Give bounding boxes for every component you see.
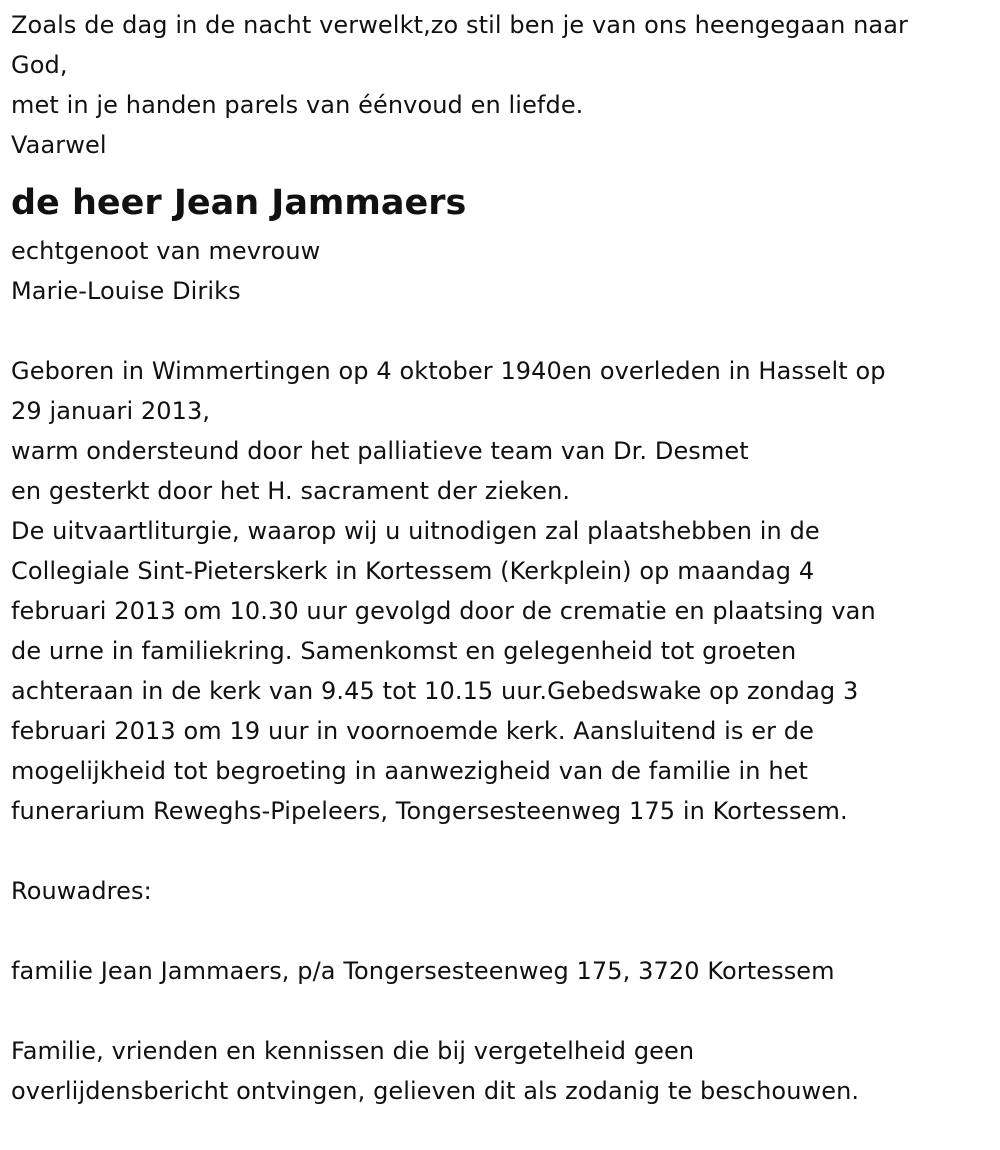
announcement-paragraph	[11, 351, 991, 831]
deceased-name: de heer Jean Jammaers	[11, 183, 467, 223]
poem-line-4: Vaarwel	[11, 131, 107, 159]
announcement-line: warm ondersteund door het palliatieve team van Dr. Desmet	[11, 437, 749, 465]
announcement-line: achteraan in de kerk van 9.45 tot 10.15 uur.Gebedswake op zondag 3	[11, 677, 859, 705]
announcement-line: De uitvaartliturgie, waarop wij u uitnodigen zal plaatshebben in de	[11, 517, 820, 545]
announcement-line: de urne in familiekring. Samenkomst en gelegenheid tot groeten	[11, 637, 797, 665]
announcement-line: 29 januari 2013,	[11, 397, 211, 425]
announcement-line: februari 2013 om 19 uur in voornoemde kerk. Aansluitend is er de	[11, 717, 815, 745]
poem-line-2: God,	[11, 51, 68, 79]
announcement-line: en gesterkt door het H. sacrament der zieken.	[11, 477, 571, 505]
address-value: familie Jean Jammaers, p/a Tongersesteenweg 175, 3720 Kortessem	[11, 957, 835, 985]
closing-note	[11, 1031, 991, 1111]
closing-line-2: overlijdensbericht ontvingen, gelieven dit als zodanig te beschouwen.	[11, 1077, 860, 1105]
closing-line-1: Familie, vrienden en kennissen die bij vergetelheid geen	[11, 1037, 695, 1065]
address-label: Rouwadres:	[11, 877, 152, 905]
spouse-line-2: Marie-Louise Diriks	[11, 277, 241, 305]
spacer	[11, 911, 991, 951]
spouse-line-1: echtgenoot van mevrouw	[11, 237, 321, 265]
spacer	[11, 831, 991, 871]
poem-line-3: met in je handen parels van éénvoud en liefde.	[11, 91, 584, 119]
announcement-line: Collegiale Sint-Pieterskerk in Kortessem (Kerkplein) op maandag 4	[11, 557, 815, 585]
spacer	[11, 311, 991, 351]
obituary-document	[11, 5, 991, 1111]
announcement-line: Geboren in Wimmertingen op 4 oktober 1940en overleden in Hasselt op	[11, 357, 886, 385]
spacer	[11, 991, 991, 1031]
announcement-line: mogelijkheid tot begroeting in aanwezigheid van de familie in het	[11, 757, 809, 785]
poem-line-1: Zoals de dag in de nacht verwelkt,zo stil ben je van ons heengegaan naar	[11, 11, 909, 39]
poem	[11, 5, 991, 165]
announcement-line: februari 2013 om 10.30 uur gevolgd door de crematie en plaatsing van	[11, 597, 876, 625]
announcement-line: funerarium Reweghs-Pipeleers, Tongersesteenweg 175 in Kortessem.	[11, 797, 848, 825]
